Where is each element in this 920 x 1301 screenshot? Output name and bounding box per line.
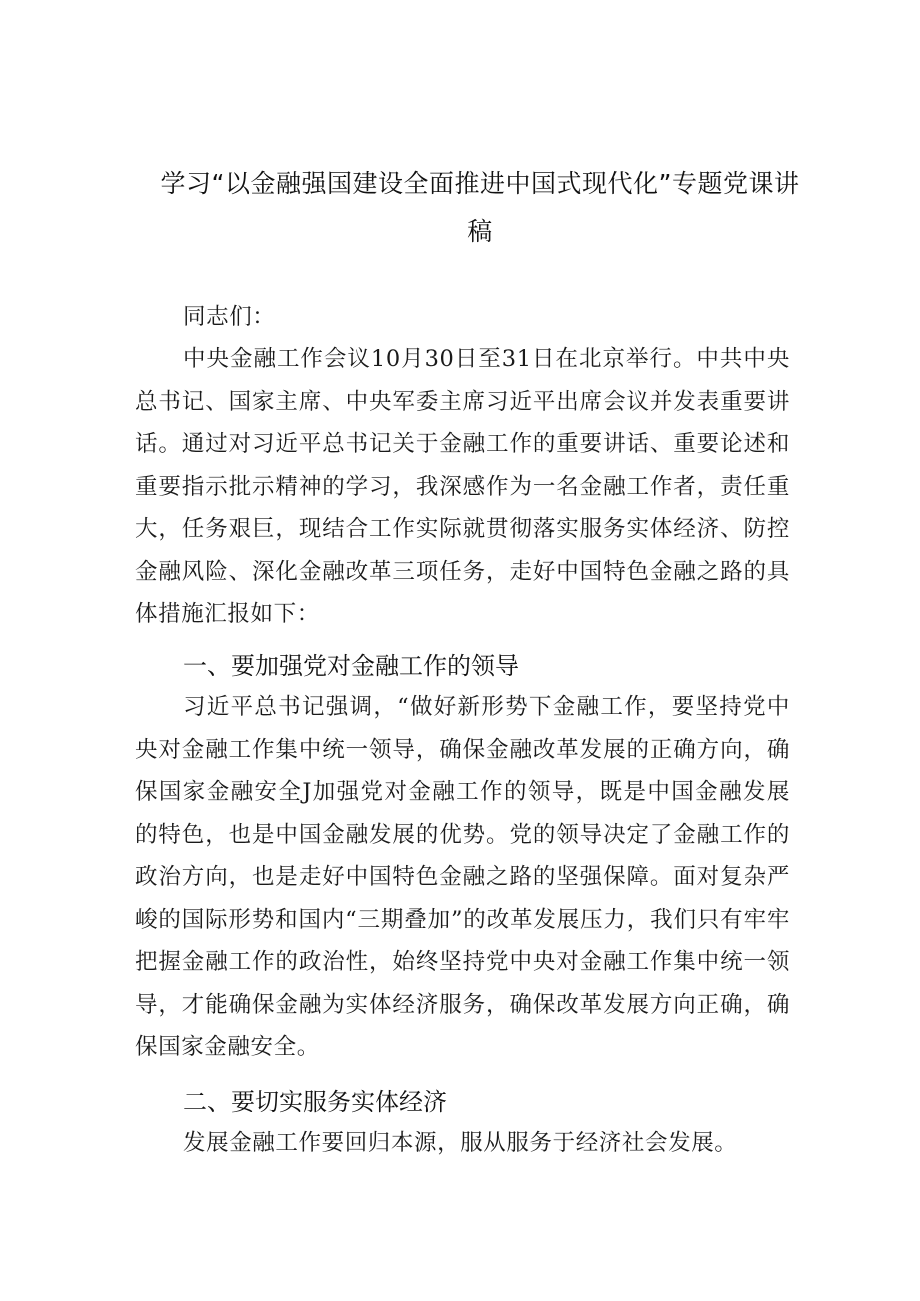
- section-heading-2: 二、要切实服务实体经济: [183, 1088, 447, 1116]
- intro-paragraph: 中央金融工作会议10月30日至31日在北京举行。中共中央总书记、国家主席、中央军委主席习近平出席会议并发表重要讲话。通过对习近平总书记关于金融工作的重要讲话、重要论述和重要指示批示精神的学习，我深感作为一名金融工作者，责任重大，任务艰巨，现结合工作实际就贯彻落实服务实体经济、防控金融风险、深化金融改革三项任务，走好中国特色金融之路的具体措施汇报如下：: [135, 346, 790, 627]
- salutation: 同志们：: [183, 304, 276, 330]
- section-2-paragraph: 发展金融工作要回归本源，服从服务于经济社会发展。: [183, 1130, 738, 1156]
- section-heading-1: 一、要加强党对金融工作的领导: [183, 652, 519, 680]
- document-title: 学习“以金融强国建设全面推进中国式现代化”专题党课讲稿: [160, 169, 800, 246]
- section-1-paragraph: 习近平总书记强调，“做好新形势下金融工作，要坚持党中央对金融工作集中统一领导，确保金融改革发展的正确方向，确保国家金融安全J加强党对金融工作的领导，既是中国金融发展的特色，也是中国金融发展的优势。党的领导决定了金融工作的政治方向，也是走好中国特色金融之路的坚强保障。面对复杂严峻的国际形势和国内“三期叠加”的改革发展压力，我们只有牢牢把握金融工作的政治性，始终坚持党中央对金融工作集中统一领导，才能确保金融为实体经济服务，确保改革发展方向正确，确保国家金融安全。: [135, 694, 790, 1060]
